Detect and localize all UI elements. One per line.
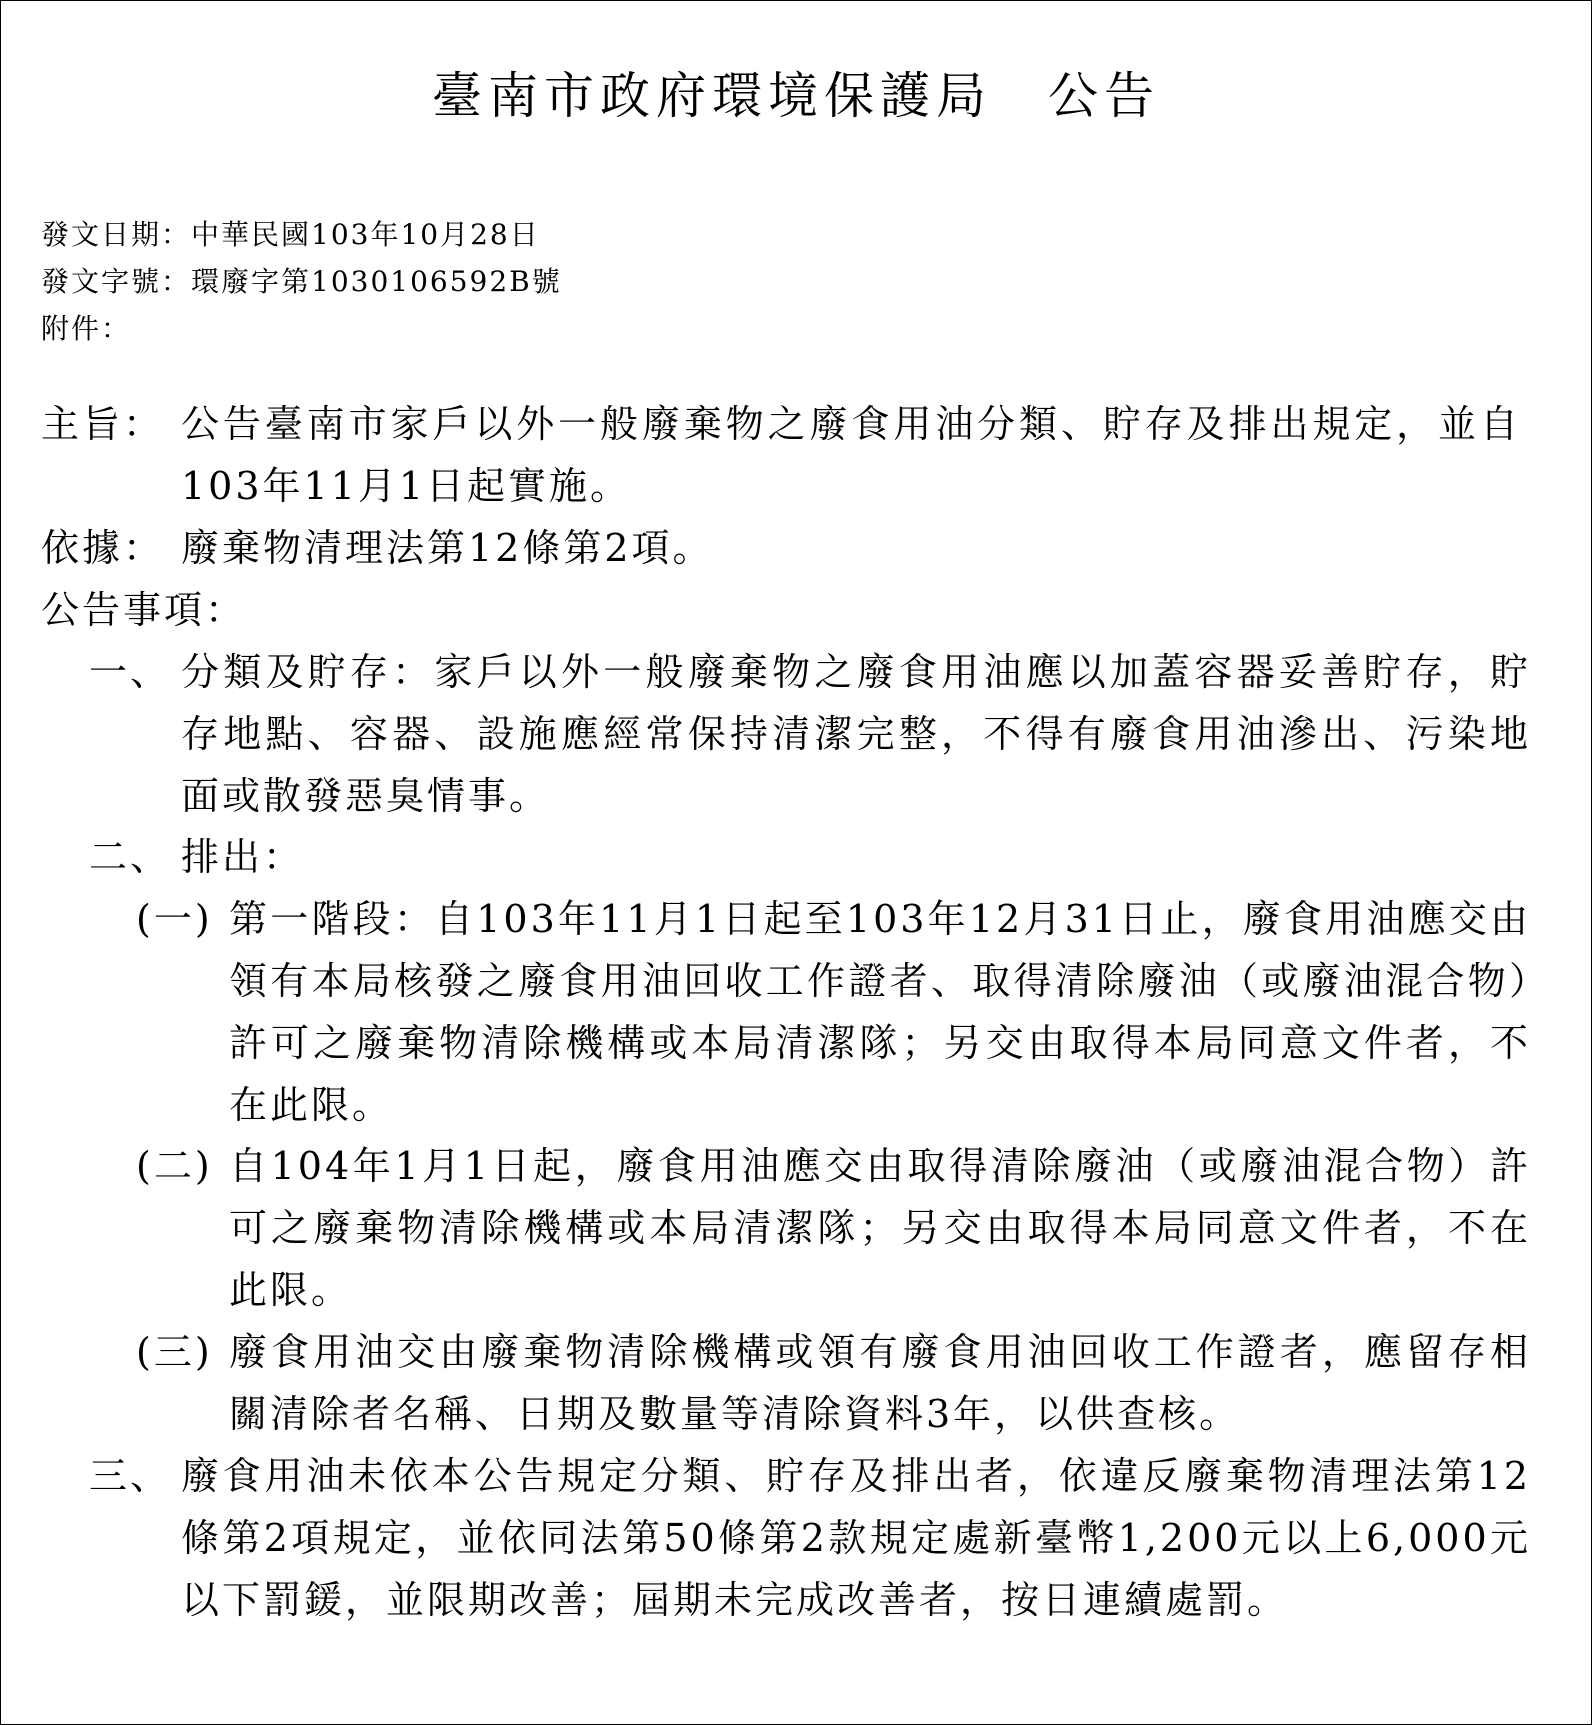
document-number: 發文字號：環廢字第1030106592B號: [41, 265, 562, 298]
page-title: 臺南市政府環境保護局 公告: [432, 67, 1160, 125]
subject-text: 公告臺南市家戶以外一般廢棄物之廢食用油分類、貯存及排出規定，並自103年11月1日起實施。: [181, 402, 1521, 508]
subitem1-text: 第一階段：自103年11月1日起至103年12月31日止，廢食用油應交由領有本局核發之廢食用油回收工作證者、取得清除廢油（或廢油混合物）許可之廢棄物清除機構或本局清潔隊；另交由取得本局同意文件者，不在此限。: [229, 897, 1531, 1127]
subject-label: 主旨：: [41, 402, 165, 446]
basis-text: 廢棄物清理法第12條第2項。: [181, 526, 714, 570]
item1-label: 一、: [89, 650, 172, 694]
subitem2-text: 自104年1月1日起，廢食用油應交由取得清除廢油（或廢油混合物）許可之廢棄物清除機構或本局清潔隊；另交由取得本局同意文件者，不在此限。: [229, 1144, 1531, 1312]
item2-text: 排出：: [181, 835, 305, 879]
subitem2-label: (二): [136, 1144, 213, 1188]
item3-text: 廢食用油未依本公告規定分類、貯存及排出者，依違反廢棄物清理法第12條第2項規定，並依同法第50條第2款規定處新臺幣1,200元以上6,000元以下罰鍰，並限期改善；屆期未完成改善者，按日連續處罰。: [181, 1454, 1531, 1622]
attachment-label: 附件：: [41, 312, 132, 345]
items-heading: 公告事項：: [41, 588, 247, 632]
basis-label: 依據：: [41, 526, 165, 570]
subitem1-label: (一): [136, 897, 213, 941]
item3-label: 三、: [89, 1454, 172, 1498]
subitem3-label: (三): [136, 1330, 213, 1374]
item1-text: 分類及貯存：家戶以外一般廢棄物之廢食用油應以加蓋容器妥善貯存，貯存地點、容器、設施應經常保持清潔完整，不得有廢食用油滲出、污染地面或散發惡臭情事。: [181, 650, 1531, 818]
item2-label: 二、: [89, 835, 172, 879]
issue-date: 發文日期：中華民國103年10月28日: [41, 218, 540, 251]
subitem3-text: 廢食用油交由廢棄物清除機構或領有廢食用油回收工作證者，應留存相關清除者名稱、日期及數量等清除資料3年，以供查核。: [229, 1330, 1531, 1436]
